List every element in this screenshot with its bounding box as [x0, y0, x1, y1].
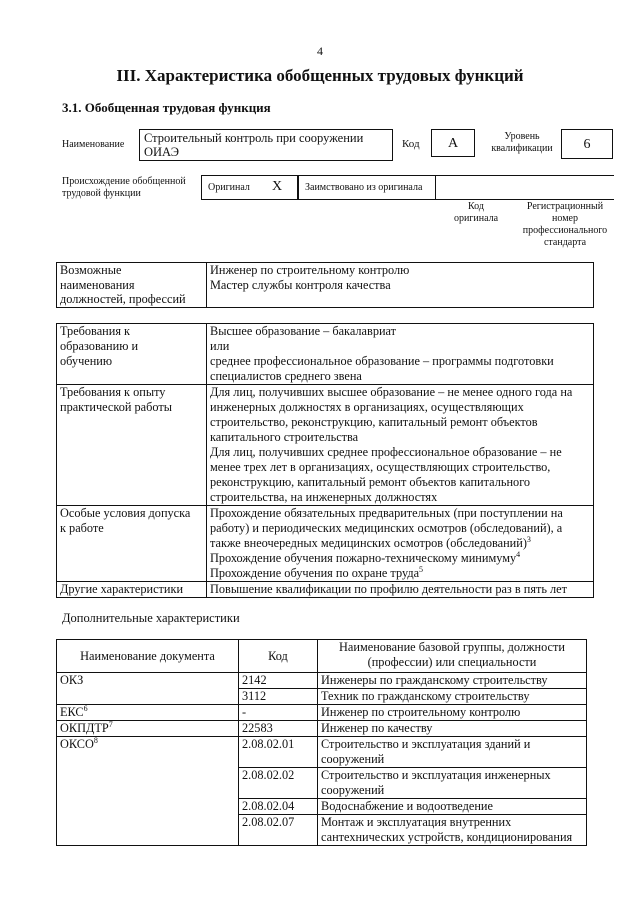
- experience-line5: Для лиц, получивших среднее профессиональное образование – не: [210, 445, 562, 459]
- footnote-5: 5: [419, 564, 424, 574]
- special-value-cell: [207, 506, 594, 582]
- education-line1: Высшее образование – бакалавриат: [210, 324, 397, 338]
- experience-line7: реконструкцию, капитальный ремонт объектов капитального: [210, 475, 531, 489]
- doc-name: ОКПДТР: [60, 721, 109, 735]
- table-row: [57, 673, 587, 689]
- experience-line3: строительство, реконструкцию, капитальный ремонт объектов: [210, 415, 538, 429]
- special-conditions-row: [57, 506, 594, 582]
- special-line4-wrap: [210, 551, 590, 566]
- doc-name: ОКЗ: [60, 673, 84, 687]
- col-document-header: Наименование документа: [57, 640, 239, 673]
- code-cell: 2.08.02.02: [239, 768, 318, 799]
- code-cell: -: [239, 705, 318, 721]
- positions-label-line2: наименования: [60, 277, 135, 292]
- footnote-7: 7: [108, 719, 113, 729]
- code-value-box: А: [431, 129, 475, 157]
- doc-cell: [57, 799, 239, 815]
- table-row: [57, 768, 587, 799]
- table-row: [57, 815, 587, 846]
- doc-cell: [57, 689, 239, 705]
- name-cell: [318, 768, 587, 799]
- name-value-line1: Строительный контроль при сооружении: [144, 131, 364, 145]
- code-label: Код: [402, 138, 420, 150]
- original-label: Оригинал: [208, 182, 250, 193]
- code-cell: 2142: [239, 673, 318, 689]
- experience-line4: капитального строительства: [210, 430, 359, 444]
- education-label-line2: образованию и: [60, 339, 139, 353]
- experience-line1: Для лиц, получивших высшее образование – не менее одного года на: [210, 385, 573, 399]
- doc-name: ЕКС: [60, 705, 84, 719]
- other-value-cell: Повышение квалификации по профилю деятельности раз в пять лет: [207, 582, 594, 598]
- positions-label-cell: [57, 263, 207, 308]
- special-line5: Прохождение обучения по охране труда: [210, 566, 420, 580]
- subsection-title: 3.1. Обобщенная трудовая функция: [62, 100, 271, 115]
- name-cell: Инженеры по гражданскому строительству: [318, 673, 587, 689]
- code-caption-line1: Код: [468, 201, 484, 212]
- positions-table: [56, 262, 594, 308]
- original-cell: [201, 175, 298, 200]
- education-line4: специалистов среднего звена: [210, 369, 362, 383]
- code-cell: 22583: [239, 721, 318, 737]
- footnote-6: 6: [83, 703, 88, 713]
- table-row: [57, 799, 587, 815]
- origin-label: [62, 176, 186, 200]
- special-line1: Прохождение обязательных предварительных (при поступлении на: [210, 506, 563, 520]
- experience-line6: менее трех лет в организациях, осуществляющих строительство,: [210, 460, 551, 474]
- additional-table: [56, 639, 587, 846]
- reg-caption-line4: стандарта: [543, 237, 587, 248]
- section-title: III. Характеристика обобщенных трудовых функций: [116, 66, 524, 85]
- other-label-cell: Другие характеристики: [57, 582, 207, 598]
- experience-row: [57, 385, 594, 506]
- page-number: 4: [317, 44, 323, 58]
- education-line2: или: [210, 339, 230, 353]
- footnote-3: 3: [526, 534, 531, 544]
- code-caption-line2: оригинала: [453, 213, 499, 224]
- name-line2: сооружений: [321, 752, 385, 766]
- name-cell: Инженер по качеству: [318, 721, 587, 737]
- name-cell: [318, 815, 587, 846]
- positions-label-line3: должностей, профессий: [60, 292, 186, 306]
- reg-number-caption: [516, 201, 614, 249]
- name-line1: Монтаж и эксплуатация внутренних: [321, 815, 512, 829]
- experience-value-cell: [207, 385, 594, 506]
- doc-name: ОКСО: [60, 737, 94, 751]
- origin-label-line1: Происхождение обобщенной: [62, 176, 186, 187]
- doc-cell: [57, 815, 239, 846]
- special-label-cell: [57, 506, 207, 582]
- code-original-cell: [436, 175, 516, 200]
- requirements-table: [56, 323, 594, 598]
- positions-row: [57, 263, 594, 308]
- col-name-line2: (профессии) или специальности: [367, 655, 537, 669]
- code-cell: 2.08.02.01: [239, 737, 318, 768]
- name-cell: [318, 737, 587, 768]
- education-label-cell: [57, 324, 207, 385]
- reg-caption-line1: Регистрационный: [526, 201, 604, 212]
- experience-label-line2: практической работы: [60, 400, 172, 414]
- footnote-4: 4: [516, 549, 521, 559]
- code-cell: 3112: [239, 689, 318, 705]
- origin-label-line2: трудовой функции: [62, 188, 141, 199]
- education-value-cell: [207, 324, 594, 385]
- name-value-line2: ОИАЭ: [144, 145, 180, 159]
- experience-line8: строительства, на инженерных должностях: [210, 490, 438, 504]
- borrowed-cell: [298, 175, 436, 200]
- doc-cell: [57, 737, 239, 768]
- name-line2: сооружений: [321, 783, 385, 797]
- name-line1: Строительство и эксплуатация инженерных: [321, 768, 551, 782]
- doc-cell: [57, 721, 239, 737]
- education-line3: среднее профессиональное образование – программы подготовки: [210, 354, 554, 368]
- table-row: [57, 705, 587, 721]
- doc-cell: [57, 705, 239, 721]
- special-label-line1: Особые условия допуска: [60, 506, 191, 520]
- special-label-line2: к работе: [60, 521, 104, 535]
- borrowed-label: Заимствовано из оригинала: [305, 182, 423, 193]
- experience-label-cell: [57, 385, 207, 506]
- special-line3-wrap: [210, 536, 590, 551]
- name-value-box: [139, 129, 393, 161]
- col-name-line1: Наименование базовой группы, должности: [339, 640, 565, 654]
- additional-header-row: [57, 640, 587, 673]
- table-row: [57, 721, 587, 737]
- level-label-line1: Уровень: [504, 131, 540, 142]
- special-line4: Прохождение обучения пожарно-техническому минимуму: [210, 551, 517, 565]
- name-label: Наименование: [62, 139, 125, 150]
- level-label: [482, 131, 562, 155]
- table-row: [57, 737, 587, 768]
- col-name-header: [318, 640, 587, 673]
- special-line3: также внеочередных медицинских осмотров (обследований): [210, 536, 527, 550]
- positions-value-line2: Мастер службы контроля качества: [210, 277, 391, 292]
- doc-cell: [57, 673, 239, 689]
- name-line1: Строительство и эксплуатация зданий и: [321, 737, 531, 751]
- experience-line2: инженерных должностях в организациях, осуществляющих: [210, 400, 524, 414]
- reg-caption-line3: профессионального: [522, 225, 608, 236]
- education-label-line1: Требования к: [60, 324, 131, 338]
- code-original-caption: [436, 201, 516, 225]
- level-label-line2: квалификации: [491, 143, 553, 154]
- reg-number-cell: [516, 175, 614, 200]
- table-row: [57, 689, 587, 705]
- name-cell: Техник по гражданскому строительству: [318, 689, 587, 705]
- positions-value-line1: Инженер по строительному контролю: [210, 263, 410, 277]
- special-line5-wrap: [210, 566, 590, 581]
- education-row: [57, 324, 594, 385]
- experience-label-line1: Требования к опыту: [60, 385, 166, 399]
- footnote-8: 8: [93, 735, 98, 745]
- special-line2: работу) и периодических медицинских осмотров (обследований), а: [210, 521, 563, 535]
- col-code-header: Код: [239, 640, 318, 673]
- name-cell: Водоснабжение и водоотведение: [318, 799, 587, 815]
- other-characteristics-row: [57, 582, 594, 598]
- code-cell: 2.08.02.07: [239, 815, 318, 846]
- doc-cell: [57, 768, 239, 799]
- positions-value-cell: [207, 263, 594, 308]
- code-cell: 2.08.02.04: [239, 799, 318, 815]
- positions-label-line1: Возможные: [60, 263, 122, 277]
- name-cell: Инженер по строительному контролю: [318, 705, 587, 721]
- level-value-box: 6: [561, 129, 613, 159]
- education-label-line3: обучению: [60, 354, 113, 368]
- name-line2: сантехнических устройств, кондиционирования: [321, 830, 573, 844]
- original-mark: X: [272, 179, 283, 194]
- additional-title: Дополнительные характеристики: [62, 611, 240, 625]
- reg-caption-line2: номер: [552, 213, 578, 224]
